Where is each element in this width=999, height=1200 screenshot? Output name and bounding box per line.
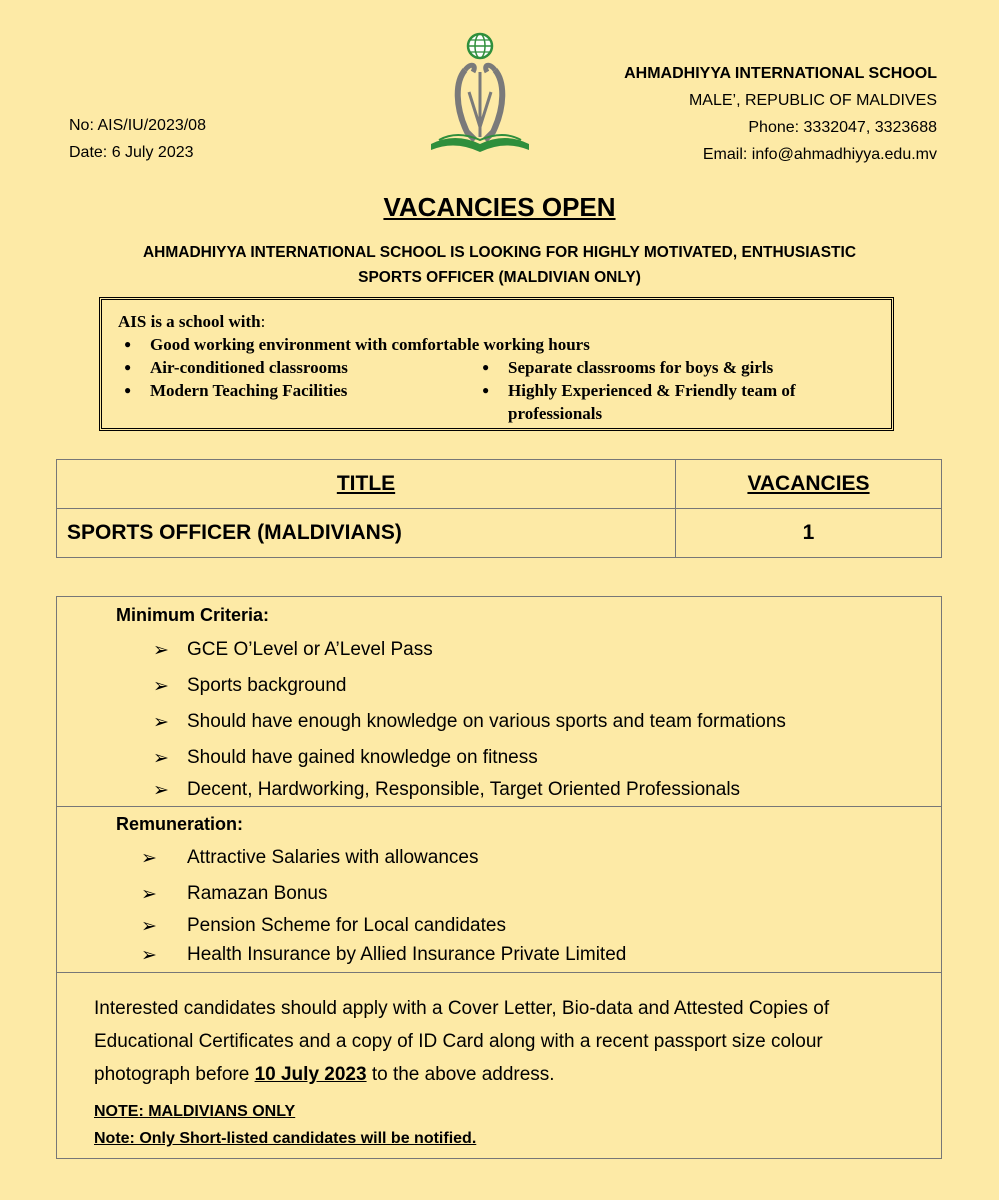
list-item-text: Should have gained knowledge on fitness [187,747,538,768]
bullet-icon: ● [124,383,132,397]
vacancy-table [56,459,942,558]
reference-number: No: AIS/IU/2023/08 [69,117,206,134]
application-text: Interested candidates should apply with a Cover Letter, Bio-data and Attested Copies of Educational Certificates and a copy of ID Card along with a recent passport size colour photograph before [94,998,830,1085]
list-item-text: Health Insurance by Allied Insurance Private Limited [187,944,627,965]
note-maldivians-only: NOTE: MALDIVIANS ONLY [94,1103,296,1120]
application-deadline: 10 July 2023 [254,1064,367,1085]
features-intro [118,310,891,333]
application-instructions [94,992,924,1091]
feature-item [124,333,724,356]
bullet-icon: ● [482,360,490,374]
cell-vacancy-count: 1 [676,509,942,558]
list-item [141,915,626,944]
minimum-criteria-section [57,597,941,807]
features-box [99,297,894,431]
features-column-right [482,356,862,425]
features-column-left [124,333,590,402]
list-item [153,639,786,675]
school-address [624,60,937,168]
subheading [0,240,999,290]
school-name: AHMADHIYYA INTERNATIONAL SCHOOL [624,65,937,82]
list-item [153,675,786,711]
details-box [56,596,942,1159]
arrow-bullet-icon: ➢ [153,712,169,733]
feature-text: Modern Teaching Facilities [150,381,348,400]
criteria-list [153,639,786,809]
feature-item [482,379,862,425]
table-header-row [57,460,942,509]
feature-item [124,356,454,379]
subheading-line-1: AHMADHIYYA INTERNATIONAL SCHOOL IS LOOKING FOR HIGHLY MOTIVATED, ENTHUSIASTIC [142,244,857,261]
subheading-line-2: SPORTS OFFICER (MALDIVIAN ONLY) [358,269,641,286]
table-row [57,509,942,558]
feature-item [482,356,862,379]
features-intro-text: AIS is a school with [118,312,261,331]
remuneration-title: Remuneration: [116,814,244,834]
list-item [141,883,626,915]
list-item [153,779,786,809]
arrow-bullet-icon: ➢ [153,780,169,801]
bullet-icon: ● [124,337,132,351]
list-item-text: Pension Scheme for Local candidates [187,915,506,936]
header-vacancies: VACANCIES [676,460,942,509]
feature-text: Separate classrooms for boys & girls [508,358,774,377]
lyre-book-logo-icon [425,32,535,156]
arrow-bullet-icon: ➢ [153,640,169,661]
list-item-text: Sports background [187,675,347,696]
bullet-icon: ● [482,383,490,397]
feature-text: Good working environment with comfortable working hours [150,335,590,354]
remuneration-list [141,847,626,973]
arrow-bullet-icon: ➢ [153,676,169,697]
issue-date: Date: 6 July 2023 [69,144,194,161]
arrow-bullet-icon: ➢ [141,945,157,966]
school-city: MALE’, REPUBLIC OF MALDIVES [688,92,937,109]
cell-position-title: SPORTS OFFICER (MALDIVIANS) [57,509,676,558]
list-item-text: Ramazan Bonus [187,883,328,904]
arrow-bullet-icon: ➢ [153,748,169,769]
feature-item [124,379,454,402]
application-section [57,972,941,1158]
bullet-icon: ● [124,360,132,374]
feature-text [508,379,796,425]
application-text-end: to the above address. [366,1064,555,1085]
list-item [141,847,626,883]
list-item-text: Decent, Hardworking, Responsible, Target Oriented Professionals [187,779,741,800]
school-phone: Phone: 3332047, 3323688 [748,119,937,136]
page-title: VACANCIES OPEN [383,192,616,222]
list-item-text: GCE O’Level or A’Level Pass [187,639,433,660]
list-item [141,944,626,973]
feature-text: Air-conditioned classrooms [150,358,348,377]
school-email: Email: info@ahmadhiyya.edu.mv [702,146,937,163]
school-logo [425,32,535,156]
features-intro-colon: : [260,312,266,331]
header-title: TITLE [57,460,676,509]
list-item-text: Should have enough knowledge on various sports and team formations [187,711,786,732]
list-item-text: Attractive Salaries with allowances [187,847,479,868]
remuneration-section [57,806,941,973]
feature-text-line-2: professionals [508,404,603,423]
arrow-bullet-icon: ➢ [141,884,157,905]
arrow-bullet-icon: ➢ [141,916,157,937]
list-item [153,747,786,779]
note-shortlisted: Note: Only Short-listed candidates will be notified. [94,1130,477,1147]
feature-text-line-1: Highly Experienced & Friendly team of [508,381,796,400]
list-item [153,711,786,747]
minimum-criteria-title: Minimum Criteria: [116,605,270,625]
arrow-bullet-icon: ➢ [141,848,157,869]
